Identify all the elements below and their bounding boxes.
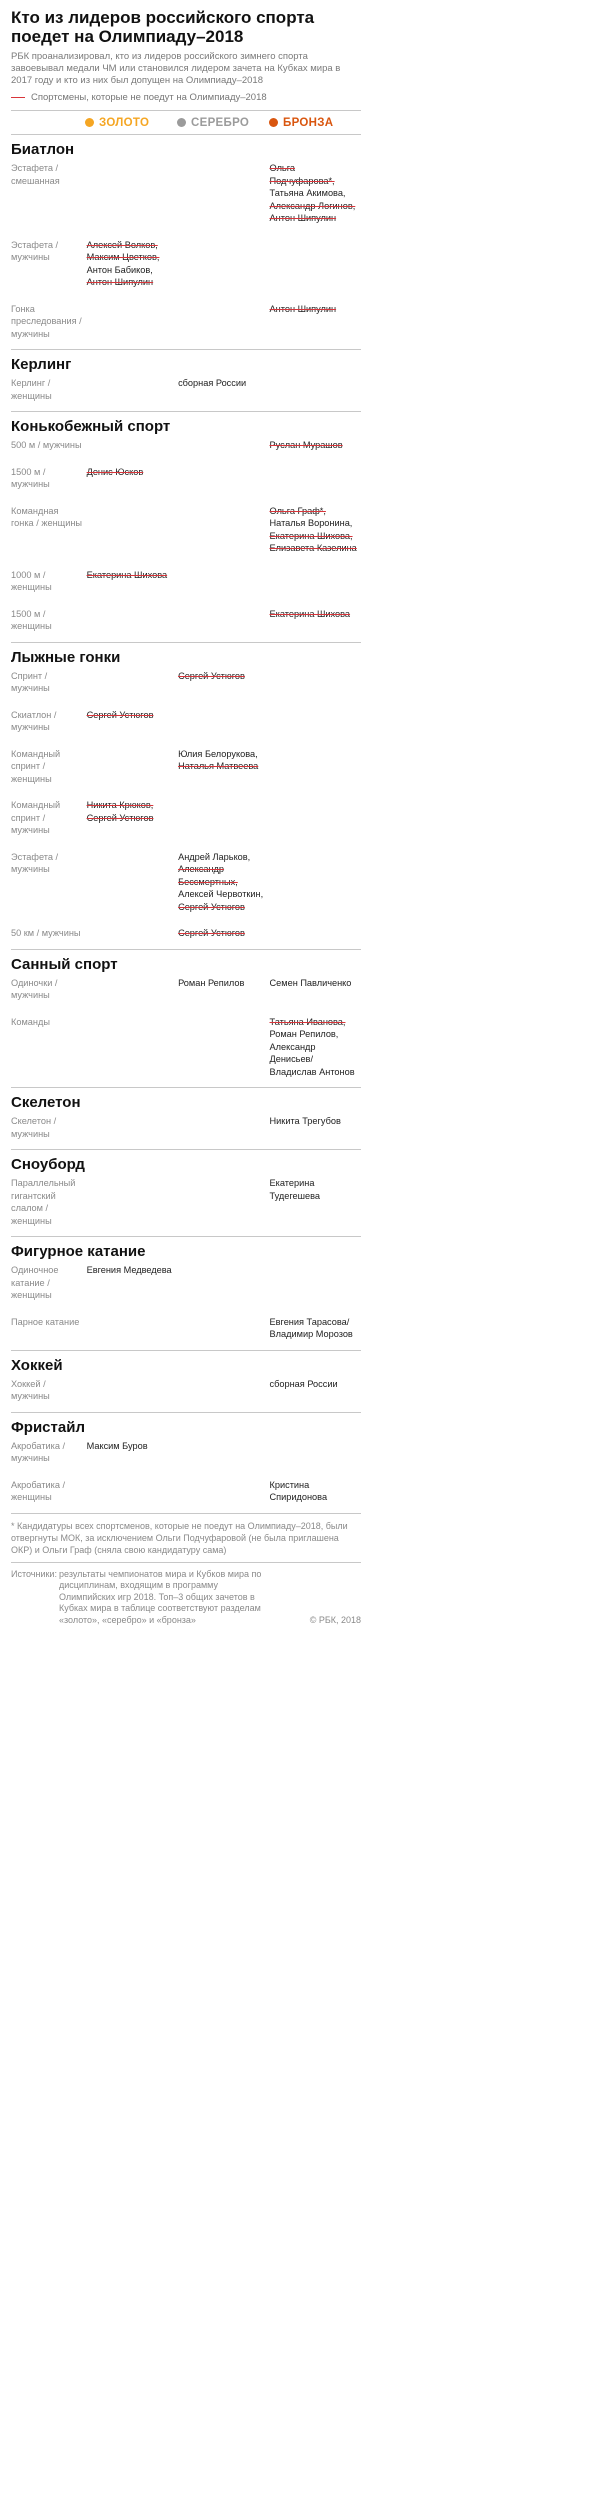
medal-silver-label: СЕРЕБРО — [191, 116, 250, 129]
discipline-row — [11, 1264, 361, 1302]
discipline-label: Скелетон / мужчины — [11, 1116, 57, 1139]
discipline-label: 1500 м / женщины — [11, 608, 52, 631]
bronze-cell — [270, 1177, 361, 1202]
sport-title: Фристайл — [11, 1418, 85, 1436]
athlete-name-excluded: Сергей Устюгов — [178, 928, 245, 938]
bronze-dot-icon — [269, 118, 278, 127]
discipline-row — [11, 377, 361, 402]
gold-cell — [87, 709, 178, 722]
discipline-label: Командная гонка / женщины — [11, 505, 83, 528]
silver-dot-icon — [177, 118, 186, 127]
discipline-label: Скиатлон / мужчины — [11, 709, 57, 732]
athlete-name-excluded: Александр Бессмертных, — [178, 864, 238, 887]
sport-section — [11, 950, 361, 1089]
medal-gold — [85, 117, 177, 129]
gold-cell — [87, 569, 178, 582]
sport-section — [11, 1413, 361, 1514]
athlete-name-excluded: Никита Крюков, — [86, 800, 154, 810]
sport-section — [11, 643, 361, 950]
athlete-name-excluded: Наталья Матвеева — [178, 761, 259, 771]
discipline-label: Командный спринт / женщины — [11, 748, 61, 784]
medal-bronze-label: БРОНЗА — [283, 116, 334, 129]
athlete-name: Евгения Медведева — [86, 1265, 172, 1275]
athlete-name-excluded: Сергей Устюгов — [178, 901, 245, 912]
discipline-row — [11, 439, 361, 452]
athlete-name-excluded: Максим Цветков, — [86, 252, 160, 262]
athlete-name: Андрей Ларьков, — [178, 851, 251, 862]
athlete-name: Антон Бабиков, — [86, 264, 153, 275]
athlete-name: сборная России — [178, 378, 247, 388]
discipline-label: Акробатика / мужчины — [11, 1440, 66, 1463]
discipline-label: 1500 м / мужчины — [11, 466, 50, 489]
discipline-row — [11, 303, 361, 341]
discipline-label: Параллельный гигантский слалом / женщины — [11, 1178, 76, 1226]
discipline-row — [11, 466, 361, 491]
sport-section — [11, 412, 361, 643]
sources-text: результаты чемпионатов мира и Кубков мира по дисциплинам, входящим в программу Олимпийских игр 2018. Топ–3 общих зачетов в Кубках мира в таблице соответствуют разделам «золото», «серебро» и «бронза» — [59, 1568, 262, 1625]
athlete-name-excluded: Антон Шипулин — [86, 277, 154, 287]
page-title: Кто из лидеров российского спорта поедет на Олимпиаду–2018 — [11, 8, 315, 46]
athlete-name: Алексей Червоткин, — [178, 889, 264, 899]
discipline-label: Гонка преследования / мужчины — [11, 303, 82, 339]
sport-section — [11, 350, 361, 412]
copyright: © РБК, 2018 — [309, 1614, 361, 1625]
bronze-cell — [270, 162, 361, 225]
discipline-label: Хоккей / мужчины — [11, 1378, 50, 1401]
discipline-row — [11, 1440, 361, 1465]
bronze-cell — [270, 608, 361, 621]
athlete-name-excluded: Ольга Подчуфарова*, — [269, 163, 335, 186]
athlete-name-excluded: Антон Шипулин — [269, 213, 337, 223]
athlete-name: Екатерина Тудегешева — [269, 1178, 321, 1201]
athlete-name-excluded: Екатерина Шихова, — [269, 530, 353, 541]
medal-header — [11, 111, 361, 135]
silver-cell — [178, 977, 269, 990]
athlete-name-excluded: Денис Юсков — [86, 466, 144, 477]
silver-cell — [178, 851, 269, 914]
sport-title: Керлинг — [11, 356, 72, 373]
bronze-cell — [270, 1115, 361, 1128]
athlete-name-excluded: Александр Логинов, — [269, 200, 356, 211]
discipline-row — [11, 1378, 361, 1403]
sport-title: Лыжные гонки — [11, 648, 121, 666]
bronze-cell — [270, 1016, 361, 1079]
bronze-cell — [270, 1316, 361, 1341]
discipline-label: Парное катание — [11, 1316, 80, 1327]
discipline-label: Одиночки / мужчины — [11, 977, 58, 1000]
lead-text: РБК проанализировал, кто из лидеров российского зимнего спорта завоевывал медали ЧМ или становился лидером зачета на Кубках мира в 2017 году и кто из них был допущен на Олимпиаду–2018 — [11, 51, 341, 86]
gold-cell — [87, 799, 178, 824]
bronze-cell — [270, 1378, 361, 1391]
infographic — [0, 0, 372, 1636]
discipline-row — [11, 851, 361, 914]
sport-title: Скелетон — [11, 1094, 81, 1111]
gold-cell — [87, 466, 178, 479]
sport-section — [11, 1088, 361, 1150]
discipline-row — [11, 748, 361, 786]
discipline-row — [11, 608, 361, 633]
bronze-cell — [270, 977, 361, 990]
athlete-name-excluded: Сергей Устюгов — [86, 709, 154, 720]
silver-cell — [178, 748, 269, 773]
medal-silver — [177, 117, 269, 129]
footnote: * Кандидатуры всех спортсменов, которые не поедут на Олимпиаду–2018, были отвергнуты МОК, за исключением Ольги Подчуфаровой (не была приглашена ОКР) и Ольги Граф (сняла свою кандидатуру сама) — [11, 1514, 361, 1563]
athlete-name-excluded: Сергей Устюгов — [86, 812, 154, 823]
gold-cell — [87, 239, 178, 289]
discipline-row — [11, 1479, 361, 1504]
silver-cell — [178, 927, 269, 940]
discipline-row — [11, 709, 361, 734]
sport-title: Сноуборд — [11, 1156, 85, 1173]
discipline-row — [11, 670, 361, 695]
bronze-cell — [270, 1479, 361, 1504]
athlete-name-excluded: Екатерина Шихова — [269, 608, 351, 619]
medal-bronze — [269, 117, 361, 129]
bronze-cell — [270, 505, 361, 555]
discipline-label: Акробатика / женщины — [11, 1479, 66, 1502]
discipline-label: Команды — [11, 1016, 50, 1027]
discipline-label: Эстафета / мужчины — [11, 239, 59, 262]
sources-label: Источники: — [11, 1568, 57, 1579]
gold-cell — [87, 1264, 178, 1277]
discipline-row — [11, 1016, 361, 1079]
discipline-label: Эстафета / смешанная — [11, 163, 60, 186]
athlete-name: Наталья Воронина, — [269, 518, 353, 528]
discipline-label: 50 км / мужчины — [11, 928, 81, 938]
sport-section — [11, 1237, 361, 1351]
strike-line-icon — [11, 97, 25, 99]
discipline-row — [11, 162, 361, 225]
discipline-label: 500 м / мужчины — [11, 440, 82, 450]
athlete-name-excluded: Екатерина Шихова — [86, 569, 168, 580]
sport-section — [11, 1351, 361, 1413]
athlete-name-excluded: Елизавета Казелина — [269, 543, 357, 553]
discipline-label: 1000 м / женщины — [11, 569, 52, 592]
discipline-row — [11, 799, 361, 837]
sport-title: Хоккей — [11, 1356, 63, 1374]
sources — [11, 1563, 361, 1627]
silver-cell — [178, 377, 269, 390]
legend-label: Спортсмены, которые не поедут на Олимпиаду–2018 — [31, 92, 267, 103]
discipline-row — [11, 1316, 361, 1341]
athlete-name-excluded: Руслан Мурашов — [269, 440, 343, 450]
bronze-cell — [270, 303, 361, 316]
discipline-row — [11, 1177, 361, 1227]
discipline-row — [11, 569, 361, 594]
athlete-name: Татьяна Акимова, — [269, 188, 346, 198]
sport-section — [11, 1150, 361, 1237]
athlete-name: сборная России — [269, 1378, 338, 1389]
athlete-name-excluded: Ольга Граф*, — [269, 505, 326, 516]
bronze-cell — [270, 439, 361, 452]
athlete-name: Юлия Белорукова, — [178, 748, 258, 759]
discipline-label: Эстафета / мужчины — [11, 851, 59, 874]
discipline-label: Спринт / мужчины — [11, 670, 50, 693]
legend — [11, 92, 361, 103]
athlete-name-excluded: Татьяна Иванова, — [269, 1016, 346, 1027]
sport-title: Биатлон — [11, 141, 75, 158]
medal-gold-label: ЗОЛОТО — [99, 116, 150, 129]
sport-title: Санный спорт — [11, 955, 118, 973]
athlete-name-excluded: Алексей Волков, — [86, 239, 158, 250]
sections-list — [11, 135, 361, 1514]
discipline-row — [11, 927, 361, 940]
discipline-row — [11, 505, 361, 555]
discipline-row — [11, 977, 361, 1002]
discipline-row — [11, 239, 361, 289]
athlete-name: Семен Павличенко — [269, 977, 352, 988]
sport-section — [11, 135, 361, 350]
sport-title: Конькобежный спорт — [11, 418, 171, 435]
athlete-name: Роман Репилов, Александр Денисьев/ Владислав Антонов — [269, 1029, 355, 1077]
discipline-label: Керлинг / женщины — [11, 378, 52, 401]
discipline-label: Командный спринт / мужчины — [11, 800, 61, 835]
silver-cell — [178, 670, 269, 683]
athlete-name-excluded: Сергей Устюгов — [178, 670, 245, 681]
athlete-name: Максим Буров — [86, 1440, 148, 1451]
athlete-name: Никита Трегубов — [269, 1116, 341, 1126]
sport-title: Фигурное катание — [11, 1243, 146, 1260]
discipline-label: Одиночное катание / женщины — [11, 1265, 59, 1300]
athlete-name-excluded: Антон Шипулин — [269, 303, 337, 314]
discipline-row — [11, 1115, 361, 1140]
gold-dot-icon — [85, 118, 94, 127]
athlete-name: Роман Репилов — [178, 977, 245, 988]
athlete-name: Кристина Спиридонова — [269, 1479, 328, 1502]
gold-cell — [87, 1440, 178, 1453]
athlete-name: Евгения Тарасова/ Владимир Морозов — [269, 1316, 353, 1339]
